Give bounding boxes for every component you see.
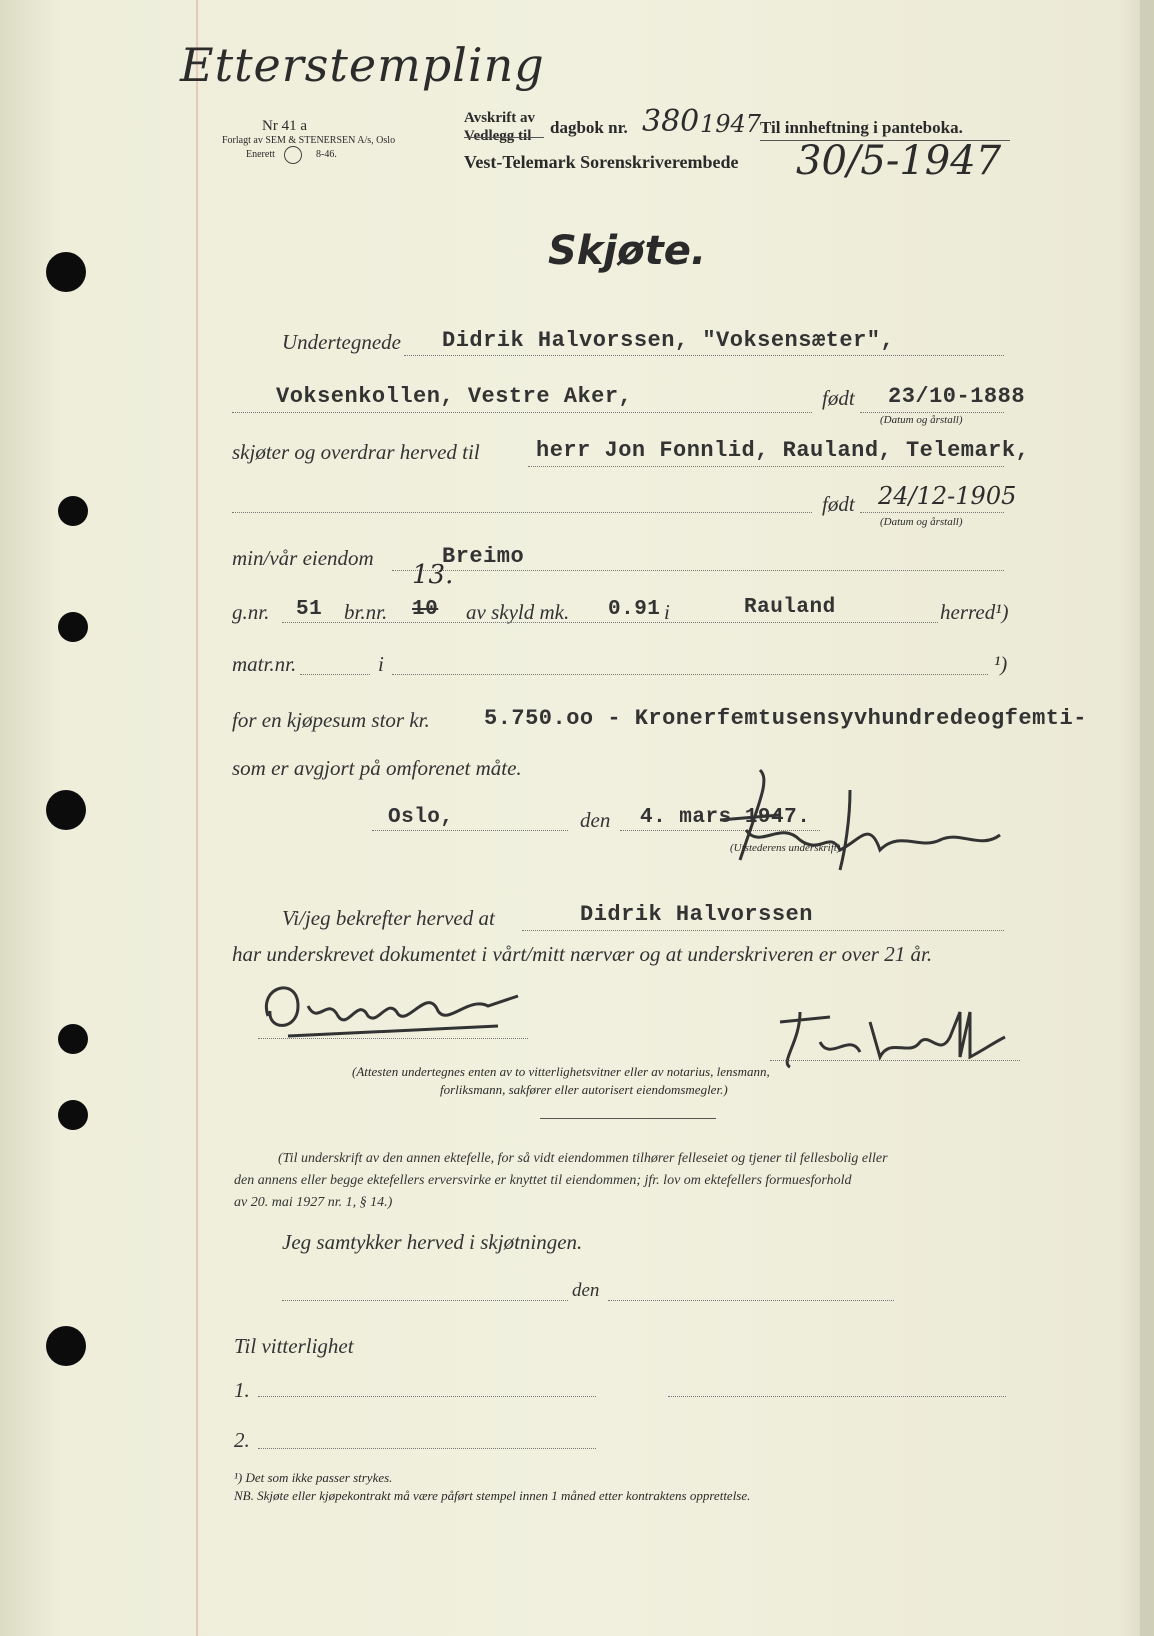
registry-dagbok-number: 380: [642, 104, 700, 139]
registry-dagbok-year: 1947: [700, 110, 762, 138]
undertegnede-label: Undertegnede: [282, 330, 401, 354]
footnote-1: ¹) Det som ikke passer strykes.: [234, 1470, 393, 1485]
dotted-line: [372, 830, 568, 831]
registry-dagbok-label: dagbok nr.: [550, 118, 628, 137]
herred-name: Rauland: [744, 596, 836, 619]
vitterlighet-title: Til vitterlighet: [234, 1334, 354, 1358]
signature-line-1: [258, 1038, 528, 1039]
witness-line2: har underskrevet dokumentet i vårt/mitt nærvær og at underskriveren er over 21 år.: [232, 942, 933, 966]
form-copyright: Enerett: [246, 149, 275, 160]
punch-hole: [46, 252, 86, 292]
seller-name: Didrik Halvorssen, "Voksensæter",: [442, 328, 895, 353]
dotted-line: [668, 1396, 1006, 1397]
dotted-line: [258, 1448, 596, 1449]
punch-hole: [58, 612, 88, 642]
gnr-value: 51: [296, 598, 323, 621]
registry-avskrift: Avskrift av: [464, 110, 535, 126]
seller-birth: 23/10-1888: [888, 384, 1026, 409]
signature-witness-1: [258, 976, 528, 1046]
dotted-line: [404, 355, 1004, 356]
signature-issuer-drawing: [700, 760, 1040, 880]
separator: [540, 1118, 716, 1119]
brnr-new: 13.: [412, 560, 454, 590]
dotted-line: [608, 1300, 894, 1301]
strike-line: [464, 137, 544, 138]
spouse-note-1: (Til underskrift av den annen ektefelle, for så vidt eiendommen tilhører felleseiet og tjener til fellesbolig eller: [278, 1151, 888, 1166]
dotted-line: [392, 570, 1004, 571]
dotted-line: [258, 1396, 596, 1397]
price-value: 5.750.oo - Kronerfemtusensyvhundredeogfemti-: [484, 706, 1087, 731]
punch-hole: [46, 790, 86, 830]
footnote-2: NB. Skjøte eller kjøpekontrakt må være påført stempel innen 1 måned etter kontraktens opprettelse.: [234, 1488, 751, 1503]
document-title: Skjøte.: [548, 228, 707, 274]
margin-line: [196, 0, 198, 1636]
seller-address: Voksenkollen, Vestre Aker,: [276, 384, 633, 409]
gnr-label: g.nr.: [232, 600, 270, 624]
witness-line1-label: Vi/jeg bekrefter herved at: [282, 906, 495, 930]
form-publisher: Forlagt av SEM & STENERSEN A/s, Oslo: [222, 135, 396, 146]
issuer-signature-label: (Utstederens underskrift): [730, 842, 841, 854]
fodt-label-2: født: [822, 492, 855, 516]
buyer: herr Jon Fonnlid, Rauland, Telemark,: [536, 438, 1030, 463]
transfer-label: skjøter og overdrar herved til: [232, 440, 480, 464]
dotted-line: [282, 1300, 568, 1301]
date: 4. mars 1947.: [640, 806, 811, 829]
price-label: for en kjøpesum stor kr.: [232, 708, 430, 732]
consent-den-label: den: [572, 1280, 600, 1301]
spouse-note-2: den annens eller begge ektefellers erversvirke er knyttet til eiendommen; jfr. lov om ektefellers formuesforhold: [234, 1173, 852, 1188]
dotted-line: [522, 930, 1004, 931]
dotted-line: [860, 412, 1004, 413]
brnr-label: br.nr.: [344, 600, 388, 624]
datum-hint: (Datum og årstall): [880, 414, 963, 426]
buyer-birth: 24/12-1905: [878, 482, 1017, 510]
property-label: min/vår eiendom: [232, 546, 374, 570]
place: Oslo,: [388, 806, 454, 829]
handwritten-header: Etterstempling: [180, 38, 545, 92]
dotted-line: [392, 674, 988, 675]
form-number: Nr 41 a: [262, 118, 307, 134]
signature-line-2: [770, 1060, 1020, 1061]
dotted-line: [528, 466, 1004, 467]
dotted-line: [232, 512, 812, 513]
price-settled: som er avgjort på omforenet måte.: [232, 756, 522, 780]
punch-hole: [58, 1100, 88, 1130]
attest-note-2: forliksmann, sakfører eller autorisert eiendomsmegler.): [440, 1082, 728, 1097]
matr-end: ¹): [994, 652, 1008, 676]
vitterlighet-item-1: 1.: [234, 1378, 250, 1402]
registry-vedlegg: Vedlegg til: [464, 128, 532, 144]
property-name: Breimo: [442, 544, 525, 569]
den-label: den: [580, 808, 611, 832]
datum-hint-2: (Datum og årstall): [880, 516, 963, 528]
skyld-label: av skyld mk.: [466, 600, 570, 624]
punch-hole: [46, 1326, 86, 1366]
copyright-icon: [284, 146, 302, 164]
attest-note-1: (Attesten undertegnes enten av to vitterlighetsvitner eller av notarius, lensmann,: [352, 1064, 770, 1079]
dotted-line: [282, 622, 938, 623]
spouse-note-3: av 20. mai 1927 nr. 1, § 14.): [234, 1195, 393, 1210]
dotted-line: [232, 412, 812, 413]
punch-hole: [58, 496, 88, 526]
registry-panteboka: Til innheftning i panteboka.: [760, 118, 963, 137]
dotted-line: [860, 512, 1004, 513]
matr-i: i: [378, 652, 384, 676]
dotted-line: [300, 674, 370, 675]
page-edge: [1140, 0, 1154, 1636]
fodt-label: født: [822, 386, 855, 410]
registry-office: Vest-Telemark Sorenskriverembede: [464, 152, 739, 172]
vitterlighet-item-2: 2.: [234, 1428, 250, 1452]
form-date-code: 8-46.: [316, 149, 337, 160]
matr-label: matr.nr.: [232, 652, 297, 676]
witnessed-name: Didrik Halvorssen: [580, 902, 813, 927]
brnr-old: 10: [412, 598, 439, 621]
skyld-value: 0.91: [608, 598, 661, 621]
signature-witness-2: [770, 1002, 1030, 1072]
punch-hole: [58, 1024, 88, 1054]
consent-text: Jeg samtykker herved i skjøtningen.: [282, 1230, 583, 1254]
i-label: i: [664, 600, 670, 624]
registry-stamp-date: 30/5-1947: [796, 138, 1002, 184]
herred-label: herred¹): [940, 600, 1009, 624]
